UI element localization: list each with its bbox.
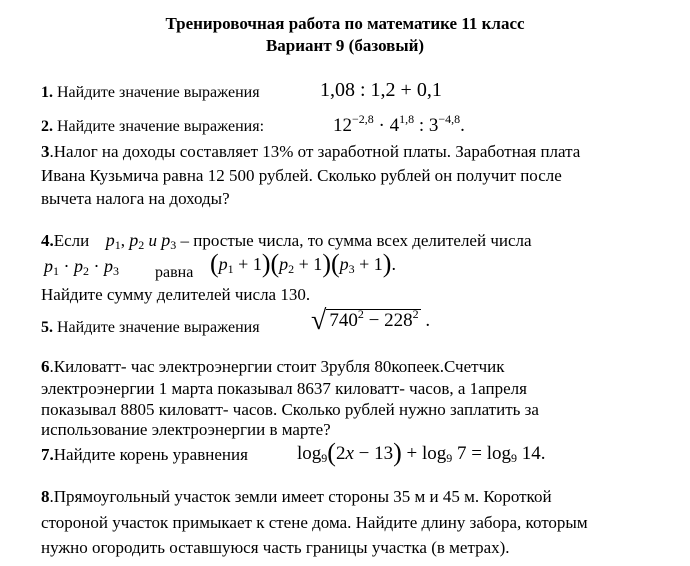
task-4-product: $p_1 \cdot p_2 \cdot p_3$ — [44, 256, 119, 278]
task-4-line-1: 4.Если $p_1$, $p_2$ и $p_3$ – простые числа, то сумма всех делителей числа — [41, 230, 532, 252]
var-p: p — [339, 254, 349, 274]
task-number: 5. — [41, 319, 53, 336]
task-3-line-2: Ивана Кузьмича равна 12 500 рублей. Сколько рублей он получит после — [41, 166, 562, 185]
task-number: 1. — [41, 84, 53, 101]
task-4-ravna: равна — [155, 264, 194, 281]
task-1-expression: 1,08 : 1,2 + 0,1 — [320, 79, 442, 101]
task-number: 7. — [41, 445, 54, 464]
log-base: 9 — [511, 451, 518, 465]
index: 1 — [114, 238, 121, 252]
log: log — [422, 443, 447, 464]
number: 228 — [384, 310, 413, 331]
task-4-divisor-sum: $(p_1 + 1)(p_2 + 1)(p_3 + 1)$. — [210, 249, 396, 278]
base-4: 4 — [389, 115, 400, 136]
index: 3 — [348, 262, 355, 276]
exponent: 1,8 — [399, 112, 415, 126]
var-p: p — [279, 254, 289, 274]
index: 1 — [53, 264, 59, 278]
log: log — [486, 443, 512, 464]
var-p: p — [104, 256, 113, 276]
task-5-expression: √ $740^2 - 228^2$ . — [311, 305, 431, 336]
exponent: −4,8 — [438, 112, 461, 126]
task-7 — [41, 445, 248, 465]
task-5 — [41, 318, 260, 338]
exponent: 2 — [357, 307, 364, 321]
task-6-line-3: показывал 8805 киловатт- часов. Сколько рублей нужно заплатить за — [41, 400, 539, 419]
task-6-line-4: использование электроэнергии в марте? — [41, 420, 331, 439]
task-number: 2. — [41, 118, 53, 135]
task-number: 4. — [41, 231, 54, 250]
task-8-line-2: стороной участок примыкает к стене дома. Найдите длину забора, которым — [41, 513, 588, 532]
var-p: p — [105, 230, 115, 250]
base-12: 12 — [333, 115, 352, 136]
radical-sign: √ — [311, 305, 327, 336]
index: 3 — [113, 264, 119, 278]
task-text: – простые числа, то сумма всех делителей числа — [176, 231, 532, 250]
task-8-line-1 — [41, 487, 552, 507]
task-text: Найдите значение выражения — [57, 84, 260, 101]
task-text: .Киловатт- час электроэнергии стоит 3рубля 80копеек.Счетчик — [49, 357, 505, 376]
task-6-line-1 — [41, 357, 505, 377]
index: 1 — [227, 262, 234, 276]
task-text: Найдите корень уравнения — [53, 445, 248, 464]
task-number: 8 — [41, 487, 50, 506]
var-p: p — [161, 230, 171, 250]
task-text: Найдите значение выражения — [57, 319, 260, 336]
task-number: 3 — [41, 142, 50, 161]
page-title: Тренировочная работа по математике 11 класс — [165, 14, 525, 33]
task-7-equation: $\log_9(2x - 13) + \log_9 7 = \log_9 14$. — [297, 438, 546, 467]
base-3: 3 — [428, 115, 439, 136]
number: 740 — [329, 310, 358, 331]
var-p: p — [218, 254, 228, 274]
radicand: $740^2 - 228^2$ — [326, 309, 420, 333]
index: 3 — [170, 238, 177, 252]
exponent: 2 — [412, 307, 419, 321]
task-8-line-3: нужно огородить оставшуюся часть границы участка (в метрах). — [41, 538, 510, 557]
conjunction: и — [144, 231, 162, 250]
task-2-expression: $12^{-2,8} \cdot 4^{1,8}$ : $3^{-4,8}$. — [333, 112, 465, 136]
var-p: p — [129, 230, 139, 250]
variant-title: Вариант 9 (базовый) — [265, 36, 425, 55]
task-2 — [41, 117, 264, 137]
var-p: p — [74, 256, 83, 276]
task-6-line-2: электроэнергии 1 марта показывал 8637 киловатт- часов, а 1апреля — [41, 379, 527, 398]
index: 2 — [138, 238, 145, 252]
task-text: Если — [53, 231, 90, 250]
task-3-line-1 — [41, 142, 580, 162]
log-base: 9 — [446, 451, 453, 465]
log-base: 9 — [321, 451, 328, 465]
var-p: p — [44, 256, 53, 276]
exponent: −2,8 — [352, 112, 374, 126]
log: log — [297, 443, 322, 464]
task-text: .Прямоугольный участок земли имеет стороны 35 м и 45 м. Короткой — [49, 487, 552, 506]
task-1 — [41, 83, 260, 103]
task-text: Найдите значение выражения: — [57, 118, 265, 135]
task-number: 6 — [41, 357, 50, 376]
task-4-line-3: Найдите сумму делителей числа 130. — [41, 285, 311, 304]
index: 2 — [288, 262, 295, 276]
task-text: .Налог на доходы составляет 13% от заработной платы. Заработная плата — [49, 142, 581, 161]
index: 2 — [83, 264, 89, 278]
task-3-line-3: вычета налога на доходы? — [41, 189, 230, 208]
